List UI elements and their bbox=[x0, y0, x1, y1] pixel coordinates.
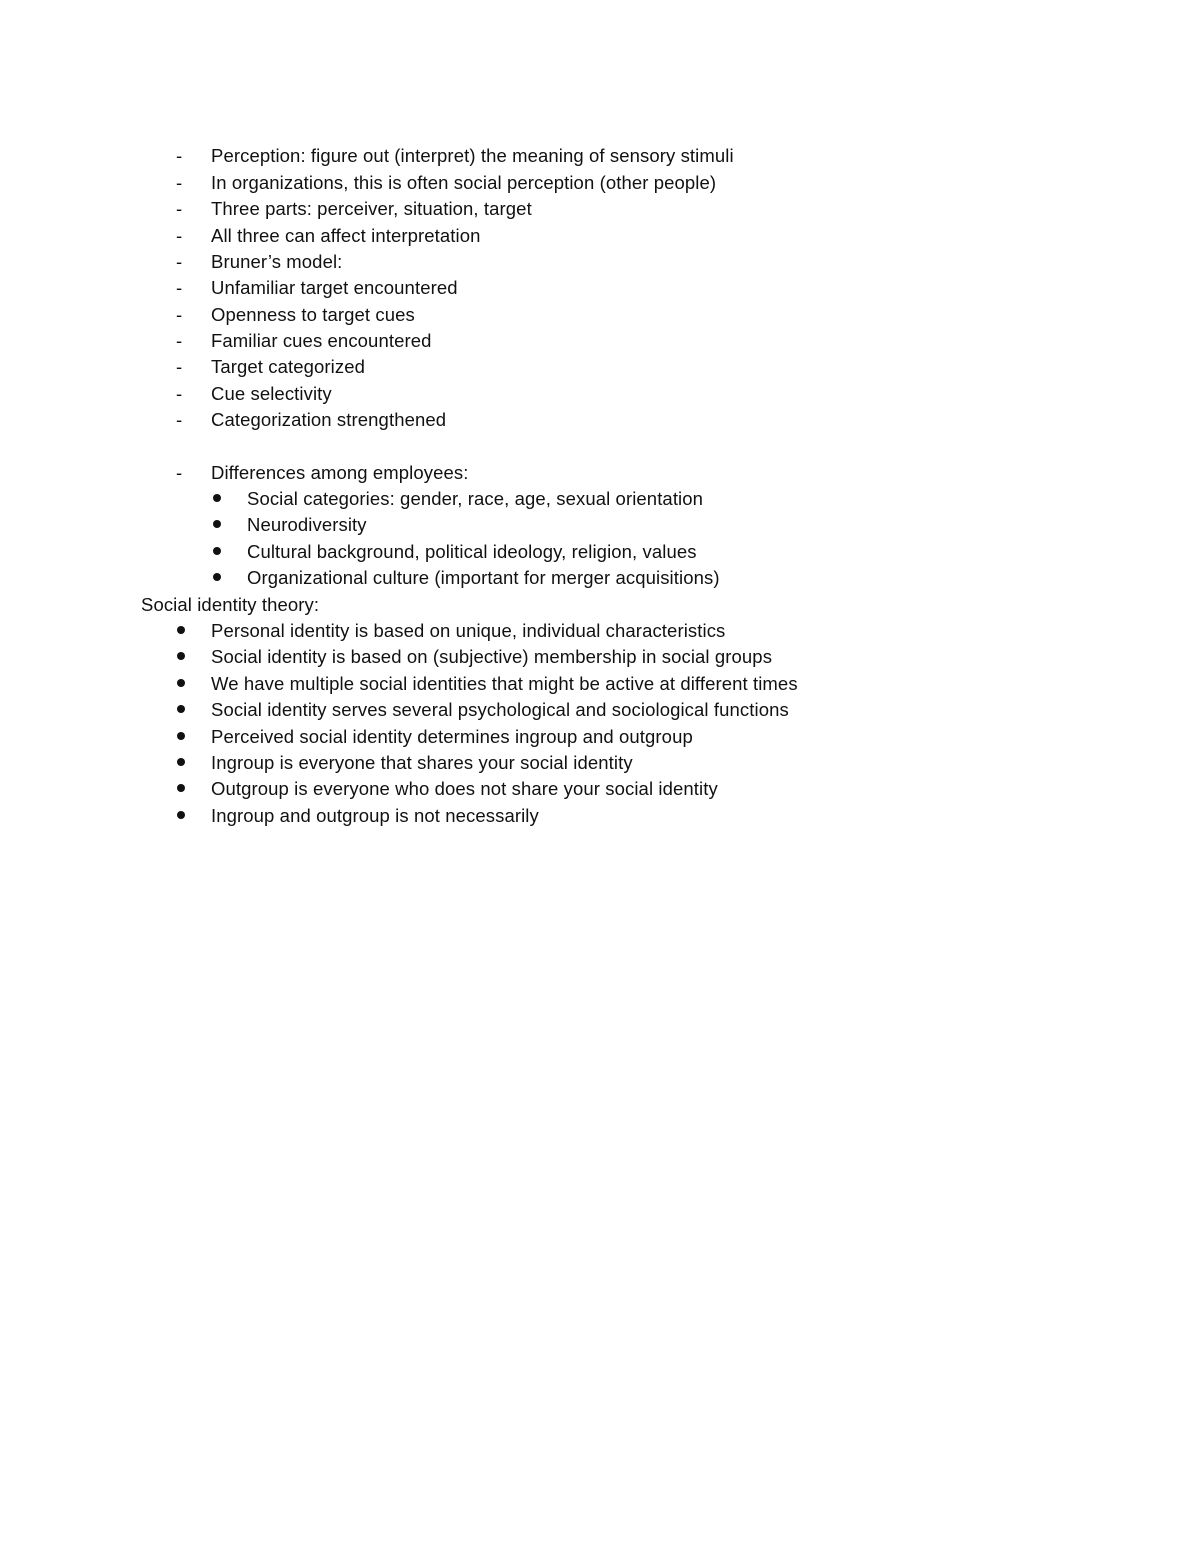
dash-marker: - bbox=[176, 225, 183, 246]
dash-item: Openness to target cues bbox=[211, 304, 415, 325]
dash-item: Cue selectivity bbox=[211, 383, 332, 404]
dash-marker: - bbox=[176, 145, 183, 166]
dash-item: Three parts: perceiver, situation, target bbox=[211, 198, 532, 219]
dash-marker: - bbox=[176, 356, 183, 377]
dash-item: In organizations, this is often social perception (other people) bbox=[211, 172, 717, 193]
bullet-icon bbox=[177, 652, 185, 660]
dash-marker: - bbox=[176, 304, 183, 325]
dash-marker: - bbox=[176, 462, 183, 483]
dash-marker: - bbox=[176, 198, 183, 219]
dash-item: Categorization strengthened bbox=[211, 409, 447, 430]
bullet-icon bbox=[177, 784, 185, 792]
dash-marker: - bbox=[176, 409, 183, 430]
differences-item: Organizational culture (important for merger acquisitions) bbox=[247, 567, 720, 588]
differences-item: Cultural background, political ideology, religion, values bbox=[247, 541, 697, 562]
dash-item: Target categorized bbox=[211, 356, 366, 377]
social-identity-item: Outgroup is everyone who does not share your social identity bbox=[211, 778, 718, 799]
bullet-icon bbox=[177, 758, 185, 766]
social-identity-item: Social identity is based on (subjective) membership in social groups bbox=[211, 646, 773, 667]
dash-item: All three can affect interpretation bbox=[211, 225, 481, 246]
social-identity-item: Social identity serves several psychological and sociological functions bbox=[211, 699, 789, 720]
bullet-icon bbox=[177, 679, 185, 687]
dash-marker: - bbox=[176, 330, 183, 351]
differences-item: Social categories: gender, race, age, sexual orientation bbox=[247, 488, 704, 509]
dash-item: Bruner’s model: bbox=[211, 251, 343, 272]
dash-item: Perception: figure out (interpret) the meaning of sensory stimuli bbox=[211, 145, 734, 166]
bullet-icon bbox=[177, 626, 185, 634]
dash-marker: - bbox=[176, 251, 183, 272]
bullet-icon bbox=[213, 573, 221, 581]
bullet-icon bbox=[213, 494, 221, 502]
dash-marker: - bbox=[176, 383, 183, 404]
dash-marker: - bbox=[176, 172, 183, 193]
social-identity-item: We have multiple social identities that might be active at different times bbox=[211, 673, 798, 694]
social-identity-item: Ingroup and outgroup is not necessarily bbox=[211, 805, 539, 826]
differences-item: Neurodiversity bbox=[247, 514, 367, 535]
bullet-icon bbox=[213, 520, 221, 528]
social-identity-item: Ingroup is everyone that shares your social identity bbox=[211, 752, 633, 773]
bullet-icon bbox=[177, 811, 185, 819]
bullet-icon bbox=[177, 732, 185, 740]
bullet-icon bbox=[213, 547, 221, 555]
dash-item: Familiar cues encountered bbox=[211, 330, 432, 351]
dash-item: Unfamiliar target encountered bbox=[211, 277, 458, 298]
social-identity-item: Perceived social identity determines ingroup and outgroup bbox=[211, 726, 693, 747]
section-heading: Social identity theory: bbox=[141, 594, 320, 615]
bullet-icon bbox=[177, 705, 185, 713]
dash-marker: - bbox=[176, 277, 183, 298]
differences-label: Differences among employees: bbox=[211, 462, 469, 483]
social-identity-item: Personal identity is based on unique, individual characteristics bbox=[211, 620, 726, 641]
